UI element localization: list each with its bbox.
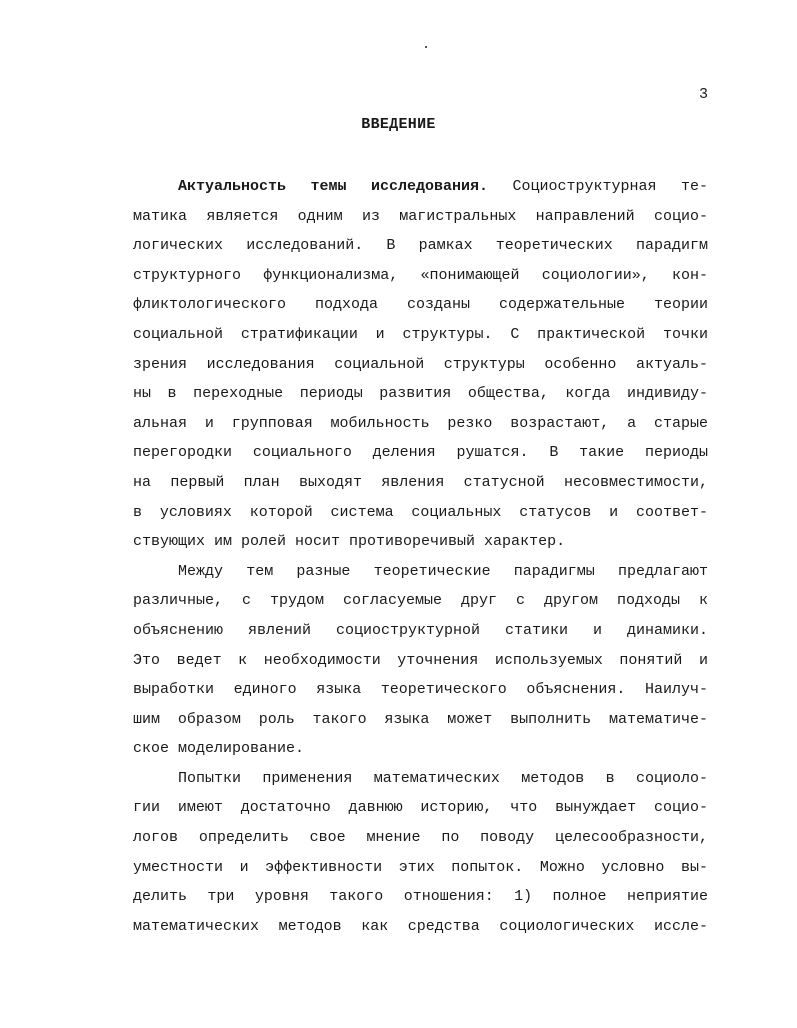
text-line: гии имеют достаточно давнюю историю, что вынуждает социо-	[133, 799, 708, 817]
text-line: логов определить свое мнение по поводу целесообразности,	[133, 829, 708, 847]
scan-speck	[425, 46, 427, 48]
text-line: выработки единого языка теоретического объяснения. Наилуч-	[133, 681, 708, 699]
lead-bold-phrase: Актуальность темы исследования.	[178, 178, 489, 195]
text-line: на первый план выходят явления статусной несовместимости,	[133, 473, 708, 491]
text-line: фликтологического подхода созданы содержательные теории	[133, 296, 708, 314]
text-line: математических методов как средства социологических иссле-	[133, 917, 708, 935]
text-line: ское моделирование.	[133, 740, 305, 758]
text-line: Между тем разные теоретические парадигмы предлагают	[178, 562, 708, 580]
text-line: структурного функционализма, «понимающей социологии», кон-	[133, 266, 708, 284]
text-line-content: Социоструктурная те-	[488, 178, 709, 195]
text-line: ствующих им ролей носит противоречивый характер.	[133, 533, 566, 551]
text-line: логических исследований. В рамках теоретических парадигм	[133, 237, 708, 255]
text-line: зрения исследования социальной структуры особенно актуаль-	[133, 355, 708, 373]
text-line: шим образом роль такого языка может выполнить математиче-	[133, 710, 708, 728]
paragraph-2	[133, 557, 708, 764]
text-line: ны в переходные периоды развития общества, когда индивиду-	[133, 385, 708, 403]
page-number: 3	[698, 86, 708, 103]
paragraph-1	[133, 172, 708, 557]
text-line: Это ведет к необходимости уточнения используемых понятий и	[133, 651, 708, 669]
text-line: Попытки применения математических методов в социоло-	[178, 769, 708, 787]
text-line: социальной стратификации и структуры. С практической точки	[133, 325, 708, 343]
text-line: альная и групповая мобильность резко возрастают, а старые	[133, 414, 708, 432]
paragraph-3	[133, 764, 708, 942]
body-text	[133, 172, 708, 941]
text-line: делить три уровня такого отношения: 1) полное неприятие	[133, 888, 708, 906]
section-heading: ВВЕДЕНИЕ	[361, 116, 436, 133]
text-line: матика является одним из магистральных направлений социо-	[133, 207, 708, 225]
text-line: объяснению явлений социоструктурной статики и динамики.	[133, 621, 708, 639]
text-line: различные, с трудом согласуемые друг с другом подходы к	[133, 592, 708, 610]
text-line	[133, 172, 708, 202]
text-line: перегородки социального деления рушатся. В такие периоды	[133, 444, 708, 462]
text-line: уместности и эффективности этих попыток. Можно условно вы-	[133, 858, 708, 876]
text-line: в условиях которой система социальных статусов и соответ-	[133, 503, 708, 521]
